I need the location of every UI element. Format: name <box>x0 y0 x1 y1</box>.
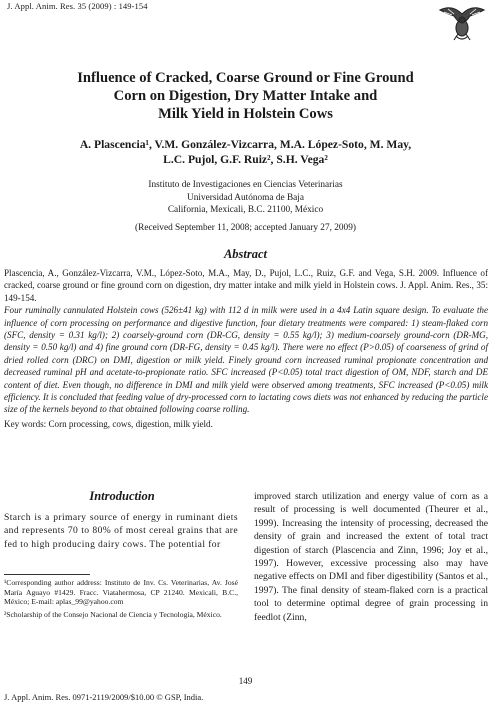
paper-title <box>20 69 471 123</box>
keywords: Key words: Corn processing, cows, digestion, milk yield. <box>4 418 213 429</box>
abstract-section <box>4 267 488 430</box>
affiliation-line: Instituto de Investigaciones en Ciencias Veterinarias <box>148 180 343 190</box>
introduction-heading: Introduction <box>89 489 155 503</box>
footnote-divider <box>4 574 90 575</box>
received-dates: (Received September 11, 2008; accepted January 27, 2009) <box>135 223 356 233</box>
author-line: A. Plascencia¹, V.M. González-Vizcarra, M.A. López-Soto, M. May, <box>79 138 412 151</box>
title-line: Corn on Digestion, Dry Matter Intake and <box>113 88 378 104</box>
affiliation <box>20 179 471 217</box>
journal-header: J. Appl. Anim. Res. 35 (2009) : 149-154 <box>7 1 148 11</box>
intro-paragraph-continued: improved starch utilization and energy value of corn as a result of processing is well documented (Theurer et al., 1999). Increasing the intensity of processing, decreased the density of grain and increased the extent of total tract digestion of starch (Plascencia and Zinn, 1996; Joy et al., 1997). However, excessive processing also may have negative effects on DMI and fiber digestibility (Santos et al., 1997). The final density of steam-flaked corn is a practical tool to determine optimal degree of grain processing in feedlot (Zinn, <box>254 491 488 623</box>
affiliation-line: Universidad Autónoma de Baja <box>187 192 304 203</box>
author-list <box>20 137 471 167</box>
page-number: 149 <box>238 676 253 686</box>
footnote-corresponding-author: ¹Corresponding author address: Instituto de Inv. Cs. Veterinarias, Av. José María Aguayo #1429. Fracc. Viatahermosa, CP 21240. Mexicali, B.C., México; E-mail: aplas_99@yahoo.com <box>4 578 238 607</box>
title-line: Milk Yield in Holstein Cows <box>158 106 333 122</box>
footnote-scholarship: ²Scholarship of the Consejo Nacional de Ciencia y Tecnología, México. <box>4 609 222 619</box>
abstract-heading: Abstract <box>223 247 268 261</box>
title-line: Influence of Cracked, Coarse Ground or Fine Ground <box>77 70 414 86</box>
footnotes <box>4 578 238 622</box>
affiliation-line: California, Mexicali, B.C. 21100, México <box>167 205 324 215</box>
left-column-text <box>4 511 238 551</box>
author-line: L.C. Pujol, G.F. Ruiz², S.H. Vega² <box>163 153 328 166</box>
right-column-text <box>254 490 488 624</box>
abstract-body: Four ruminally cannulated Holstein cows (526±41 kg) with 112 d in milk were used in a 4x4 Latin square design. To evaluate the influence of corn processing on performance and digestive function, four dietary treatments were compared: 1) steam-flaked corn (SFC, density = 0.31 kg/l); 2) coarsely-ground corn (DR-CG, density = 0.55 kg/l); 3) medium-coarsely ground-corn (DR-MG, density = 0.50 kg/l) and 4) fine ground corn (DR-FG, density = 0.45 kg/l). There were no effect (P>0.05) of coarseness of grind of dried rolled corn (DRC) on DMI, digestion or milk yield. Finely ground corn increased ruminal propionate concentration and decreased ruminal pH and acetate-to-propionate ratio. SFC increased (P<0.05) total tract digestion of OM, NDF, starch and DE content of diet. Even though, no difference in DMI and milk yield were observed among treatments, SFC increased (P<0.05) milk efficiency. It is concluded that feeding value of dry-processed corn to lactating cows diets was not enhanced by reducing the particle size of the kernels beyond to that obtained following coarse rolling. <box>4 305 488 415</box>
journal-bird-logo-icon <box>436 0 488 44</box>
intro-paragraph: Starch is a primary source of energy in ruminant diets and represents 70 to 80% of most cereal grains that are fed to high producing dairy cows. The potential for <box>4 512 238 550</box>
issn-footer: J. Appl. Anim. Res. 0971-2119/2009/$10.00 © GSP, India. <box>4 692 204 702</box>
abstract-citation: Plascencia, A., González-Vizcarra, V.M., López-Soto, M.A., May, D., Pujol, L.C., Ruiz, G.F. and Vega, S.H. 2009. Influence of cracked, coarse ground or fine ground corn on digestion, dry matter intake and milk yield in Holstein cows. J. Appl. Anim. Res., 35: 149-154. <box>4 268 488 303</box>
